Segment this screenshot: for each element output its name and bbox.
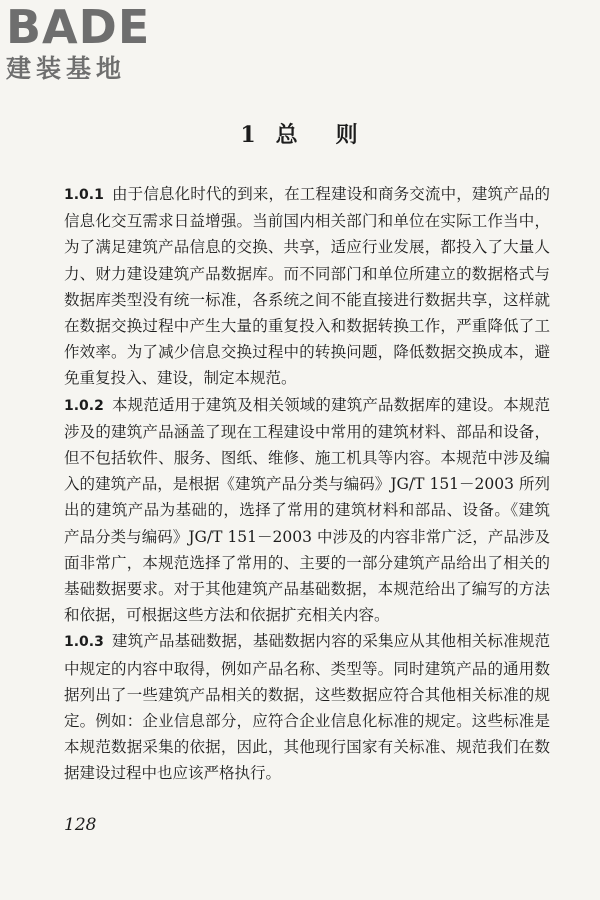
clause-number: 1.0.2 (64, 397, 104, 414)
chapter-number: 1 (240, 122, 258, 148)
clause-1-0-2 (64, 392, 550, 629)
clause-number: 1.0.1 (64, 187, 104, 203)
clause-text: 本规范适用于建筑及相关领域的建筑产品数据库的建设。本规范涉及的建筑产品涵盖了现在工程建设中常用的建筑材料、部品和设备，但不包括软件、服务、图纸、维修、施工机具等内容。本规范中涉及编入的建筑产品，是根据《建筑产品分类与编码》JG/T 151－2003 所列出的建筑产品为基础的，选择了常用的建筑材料和部品、设备。《建筑产品分类与编码》JG/T 151－2003 中涉及的内容非常广泛，产品涉及面非常广，本规范选择了常用的、主要的一部分建筑产品给出了相关的基础数据要求。对于其他建筑产品基础数据，本规范给出了编写的方法和依据，可根据这些方法和依据扩充相关内容。 (64, 395, 550, 625)
chapter-title-left: 总 (275, 122, 300, 148)
body-text (64, 181, 550, 787)
clause-text: 由于信息化时代的到来，在工程建设和商务交流中，建筑产品的信息化交互需求日益增强。当前国内相关部门和单位在实际工作当中，为了满足建筑产品信息的交换、共享，适应行业发展，都投入了大量人力、财力建设建筑产品数据库。而不同部门和单位所建立的数据格式与数据库类型没有统一标准，各系统之间不能直接进行数据共享，这样就在数据交换过程中产生大量的重复投入和数据转换工作，严重降低了工作效率。为了减少信息交换过程中的转换问题，降低数据交换成本，避免重复投入、建设，制定本规范。 (64, 185, 550, 388)
logo-subtitle: 建装基地 (6, 54, 127, 83)
chapter-title-right: 则 (335, 122, 360, 148)
page-number: 128 (64, 815, 97, 835)
clause-text: 建筑产品基础数据，基础数据内容的采集应从其他相关标准规范中规定的内容中取得，例如产品名称、类型等。同时建筑产品的通用数据列出了一些建筑产品相关的数据，这些数据应符合其他相关标准的规定。例如：企业信息部分，应符合企业信息化标准的规定。这些标准是本规范数据采集的依据，因此，其他现行国家有关标准、规范我们在数据建设过程中也应该严格执行。 (64, 632, 550, 783)
clause-number: 1.0.3 (64, 634, 104, 651)
logo-wordmark: BADE (6, 0, 151, 54)
clause-1-0-3 (64, 628, 550, 786)
clause-1-0-1 (64, 181, 550, 392)
chapter-title (0, 118, 600, 149)
bade-logo (6, 0, 176, 84)
